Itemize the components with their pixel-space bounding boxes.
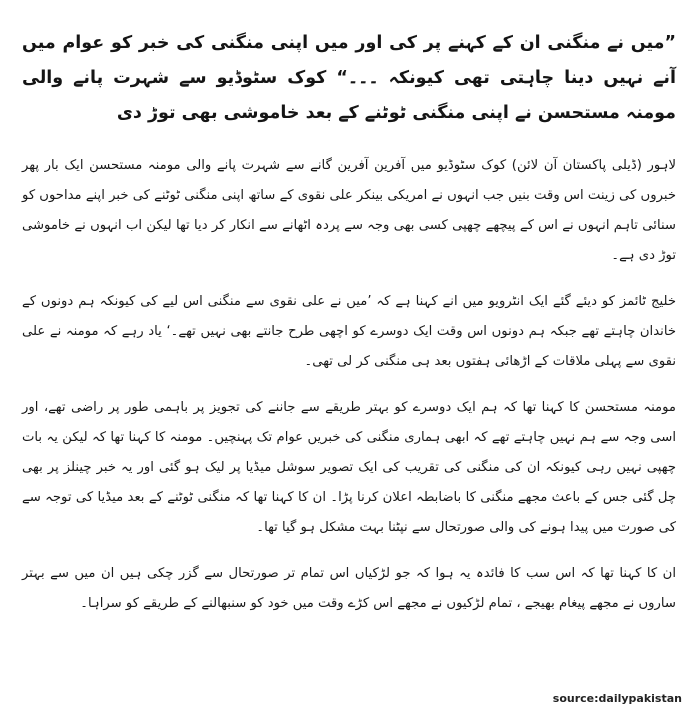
article-paragraph: مومنہ مستحسن کا کہنا تھا کہ ہم ایک دوسرے کو بہتر طریقے سے جاننے کی تجویز پر باہمی طور پر راضی تھے، اور اسی وجہ سے ہم نہیں چاہتے تھے کہ ابھی ہماری منگنی کی خبریں عوام تک پہنچیں۔ مومنہ کا کہنا تھا کہ لیکن یہ بات چھپی نہیں رہی کیونکہ ان کی منگنی کی تقریب کی ایک تصویر سوشل میڈیا پر لیک ہو گئی اور یہ خبر چینلز پر بھی چل گئی جس کے باعث مجھے منگنی کا باضابطہ اعلان کرنا پڑا۔ ان کا کہنا تھا کہ منگنی ٹوٹنے کے بعد میڈیا کی توجہ سے کی صورت میں پیدا ہونے کی والی صورتحال سے نپٹنا بہت مشکل ہو گیا تھا۔: [22, 400, 676, 535]
source-credit: source:dailypakistan: [552, 692, 682, 705]
article-paragraph: لاہور (ڈیلی پاکستان آن لائن) کوک سٹوڈیو میں آفرین آفرین گانے سے شہرت پانے والی مومنہ مستحسن ایک بار پھر خبروں کی زینت اس وقت بنیں جب انہوں نے امریکی بینکر علی نقوی کے ساتھ اپنی منگنی ٹوٹنے کی خبر اپنے مداحوں کو سنائی تاہم انہوں نے اس کے پیچھے چھپی کسی بھی وجہ سے پردہ اٹھانے سے انکار کر دیا تھا لیکن اب انہوں نے خاموشی توڑ دی ہے۔: [22, 158, 676, 263]
article-paragraph: خلیج ٹائمز کو دیئے گئے ایک انٹرویو میں انے کہنا ہے کہ ’میں نے علی نقوی سے منگنی اس لیے کی کیونکہ ہم دونوں کے خاندان چاہتے تھے جبکہ ہم دونوں اس وقت ایک دوسرے کو اچھی طرح جانتے بھی نہیں تھے۔‘ یاد رہے کہ مومنہ نے علی نقوی سے پہلی ملاقات کے اڑھائی ہفتوں بعد ہی منگنی کر لی تھی۔: [22, 294, 676, 369]
article-headline: ”میں نے منگنی ان کے کہنے پر کی اور میں اپنی منگنی کی خبر کو عوام میں آنے نہیں دینا چاہتی تھی کیونکہ ۔۔۔“ کوک سٹوڈیو سے شہرت پانے والی مومنہ مستحسن نے اپنی منگنی ٹوٹنے کے بعد خاموشی بھی توڑ دی: [22, 33, 676, 123]
article-paragraph: ان کا کہنا تھا کہ اس سب کا فائدہ یہ ہوا کہ جو لڑکیاں اس تمام تر صورتحال سے گزر چکی ہیں ان میں سے بہتر ساروں نے مجھے پیغام بھیجے ، تمام لڑکیوں نے مجھے اس کڑے وقت میں خود کو سنبھالنے کے طریقے کو سراہا۔: [22, 566, 676, 611]
